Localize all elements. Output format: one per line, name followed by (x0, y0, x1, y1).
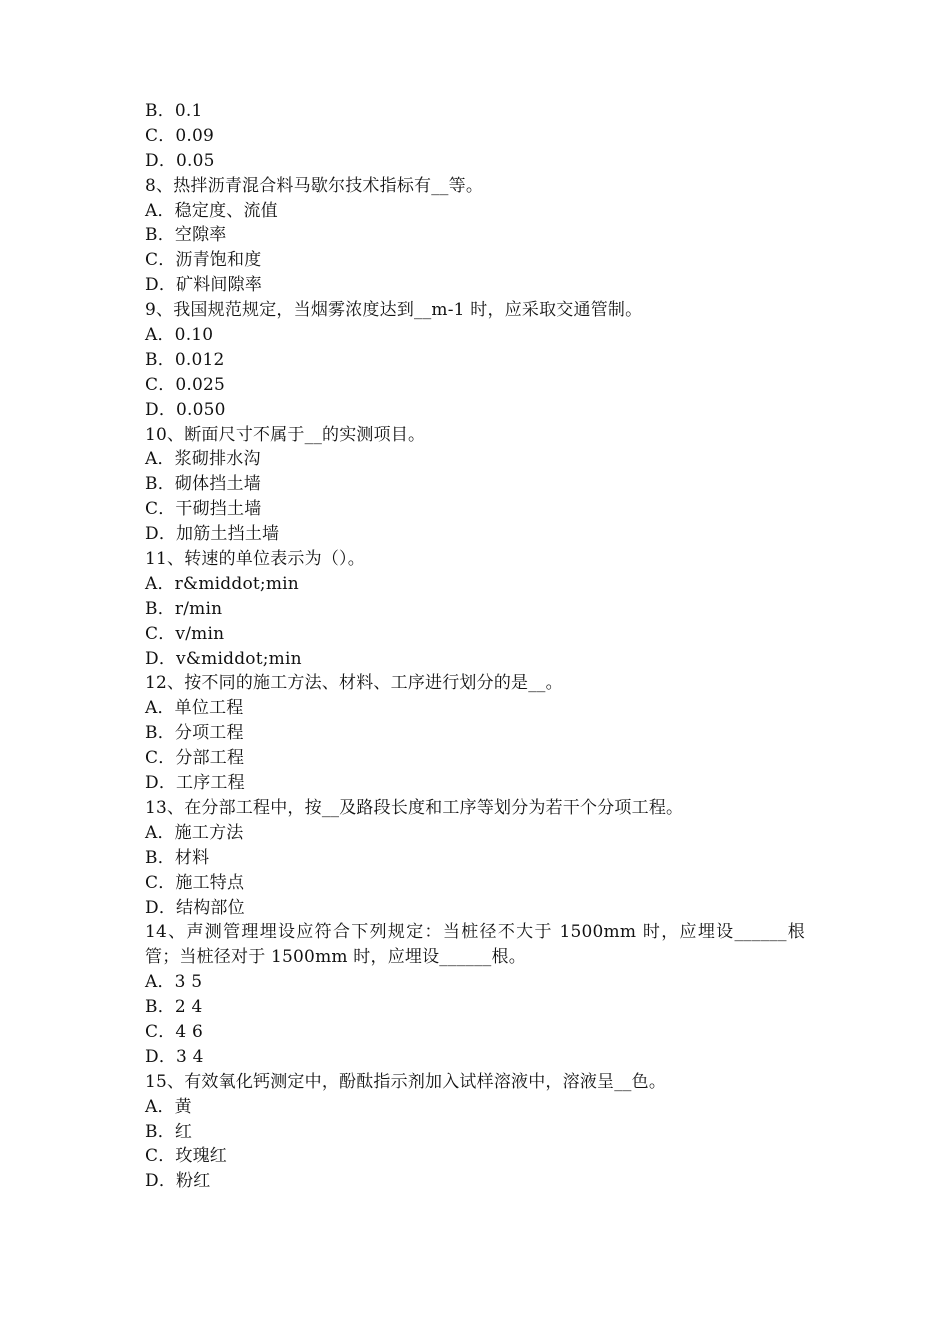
option-line: B．材料 (145, 847, 210, 868)
option-line: B．2 4 (145, 997, 203, 1018)
option-line: B．0.012 (145, 349, 225, 370)
option-line: A．单位工程 (145, 698, 244, 719)
question-line: 9、我国规范规定，当烟雾浓度达到__m-1 时，应采取交通管制。 (145, 300, 643, 321)
option-line: D．3 4 (145, 1046, 204, 1067)
option-line: C．分部工程 (145, 748, 245, 769)
option-line: D．v&middot;min (145, 648, 302, 669)
option-line: B．r/min (145, 598, 223, 619)
option-line: C．0.09 (145, 125, 215, 146)
option-line: D．结构部位 (145, 897, 245, 918)
option-line: B．空隙率 (145, 225, 227, 246)
option-line: A．3 5 (145, 972, 203, 993)
option-line: D．0.05 (145, 150, 215, 171)
question-line: 11、转速的单位表示为（）。 (145, 549, 365, 570)
option-line: D．0.050 (145, 399, 226, 420)
option-line: C．施工特点 (145, 872, 245, 893)
option-line: C．玫瑰红 (145, 1146, 228, 1167)
option-line: A．0.10 (145, 325, 214, 346)
option-line: C．v/min (145, 623, 225, 644)
option-line: D．工序工程 (145, 773, 245, 794)
question-line: 8、热拌沥青混合料马歇尔技术指标有__等。 (145, 175, 484, 196)
option-line: C．干砌挡土墙 (145, 499, 262, 520)
option-line: B．红 (145, 1121, 193, 1142)
option-line: C．0.025 (145, 374, 226, 395)
option-line: B．分项工程 (145, 723, 244, 744)
option-line: A．稳定度、流值 (145, 200, 278, 221)
question-line: 12、按不同的施工方法、材料、工序进行划分的是__。 (145, 673, 563, 694)
document-body (145, 99, 805, 1194)
option-line: A．黄 (145, 1096, 192, 1117)
option-line: D．加筋土挡土墙 (145, 524, 280, 545)
question-line: 13、在分部工程中，按__及路段长度和工序等划分为若干个分项工程。 (145, 797, 684, 818)
option-line: A．浆砌排水沟 (145, 449, 261, 470)
option-line: A．施工方法 (145, 822, 244, 843)
option-line: C．沥青饱和度 (145, 250, 262, 271)
option-line: A．r&middot;min (145, 573, 299, 594)
question-line: 15、有效氧化钙测定中，酚酞指示剂加入试样溶液中，溶液呈__色。 (145, 1071, 667, 1092)
option-line: D．粉红 (145, 1171, 211, 1192)
option-line: D．矿料间隙率 (145, 275, 263, 296)
option-line: C．4 6 (145, 1021, 204, 1042)
question-line: 10、断面尺寸不属于__的实测项目。 (145, 424, 426, 445)
option-line: B．砌体挡土墙 (145, 474, 261, 495)
option-line: B．0.1 (145, 101, 203, 121)
question-line: 14、声测管理埋设应符合下列规定：当桩径不大于 1500mm 时，应埋设______根管；当桩径对于 1500mm 时，应埋设______根。 (145, 922, 805, 968)
